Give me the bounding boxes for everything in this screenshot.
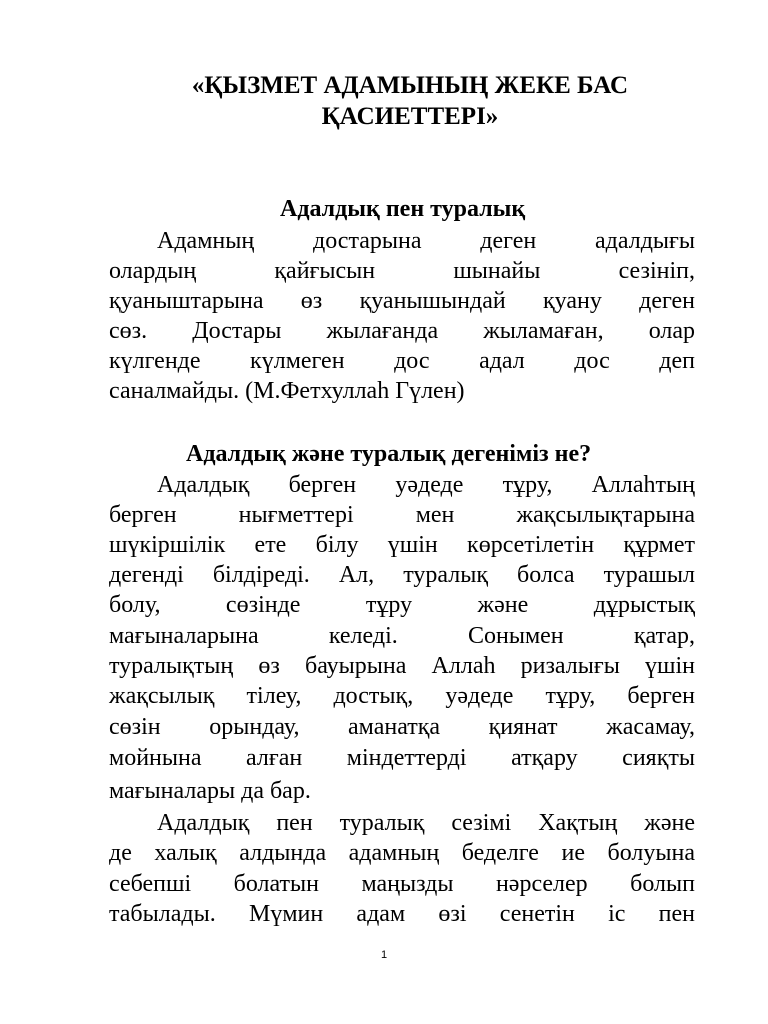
paragraph-line: де халық алдында адамның беделге ие болуына [109, 840, 695, 866]
document-title-line-2: ҚАСИЕТТЕРІ» [321, 103, 499, 130]
section-heading-question: Адалдық және туралық дегеніміз не? [186, 441, 592, 467]
section-heading-honesty: Адалдық пен туралық [280, 196, 526, 222]
paragraph-line: саналмайды. (М.Фетхуллаһ Гүлен) [109, 378, 465, 404]
paragraph-line: жақсылық тілеу, достық, уәдеде тұру, берген [109, 683, 695, 709]
paragraph-line: болу, сөзінде тұру және дұрыстық [109, 592, 695, 618]
document-title-line-1: «ҚЫЗМЕТ АДАМЫНЫҢ ЖЕКЕ БАС [191, 72, 629, 99]
paragraph-line: шүкіршілік ете білу үшін көрсетілетін құрмет [109, 532, 695, 558]
paragraph-line: мойнына алған міндеттерді атқару сияқты [109, 745, 695, 771]
paragraph-line: мағыналары да бар. [109, 778, 311, 804]
paragraph-line: Адалдық берген уәдеде тұру, Аллаһтың [157, 472, 695, 498]
paragraph-line: сөзін орындау, аманатқа қиянат жасамау, [109, 714, 695, 740]
paragraph-line: сөз. Достары жылағанда жыламаған, олар [109, 318, 695, 344]
paragraph-line: дегенді білдіреді. Ал, туралық болса турашыл [109, 562, 695, 588]
paragraph-line: Адалдық пен туралық сезімі Хақтың және [157, 810, 695, 836]
paragraph-line: себепші болатын маңызды нәрселер болып [109, 871, 695, 897]
paragraph-line: мағыналарына келеді. Сонымен қатар, [109, 623, 695, 649]
paragraph-line: олардың қайғысын шынайы сезініп, [109, 258, 695, 284]
paragraph-line: табылады. Мүмин адам өзі сенетін іс пен [109, 901, 695, 927]
paragraph-line: туралықтың өз бауырына Аллаһ ризалығы үшін [109, 653, 695, 679]
page-number: 1 [380, 949, 388, 961]
paragraph-line: Адамның достарына деген адалдығы [157, 228, 695, 254]
paragraph-line: берген нығметтері мен жақсылықтарына [109, 502, 695, 528]
paragraph-line: күлгенде күлмеген дос адал дос деп [109, 348, 695, 374]
paragraph-line: қуаныштарына өз қуанышындай қуану деген [109, 288, 695, 314]
